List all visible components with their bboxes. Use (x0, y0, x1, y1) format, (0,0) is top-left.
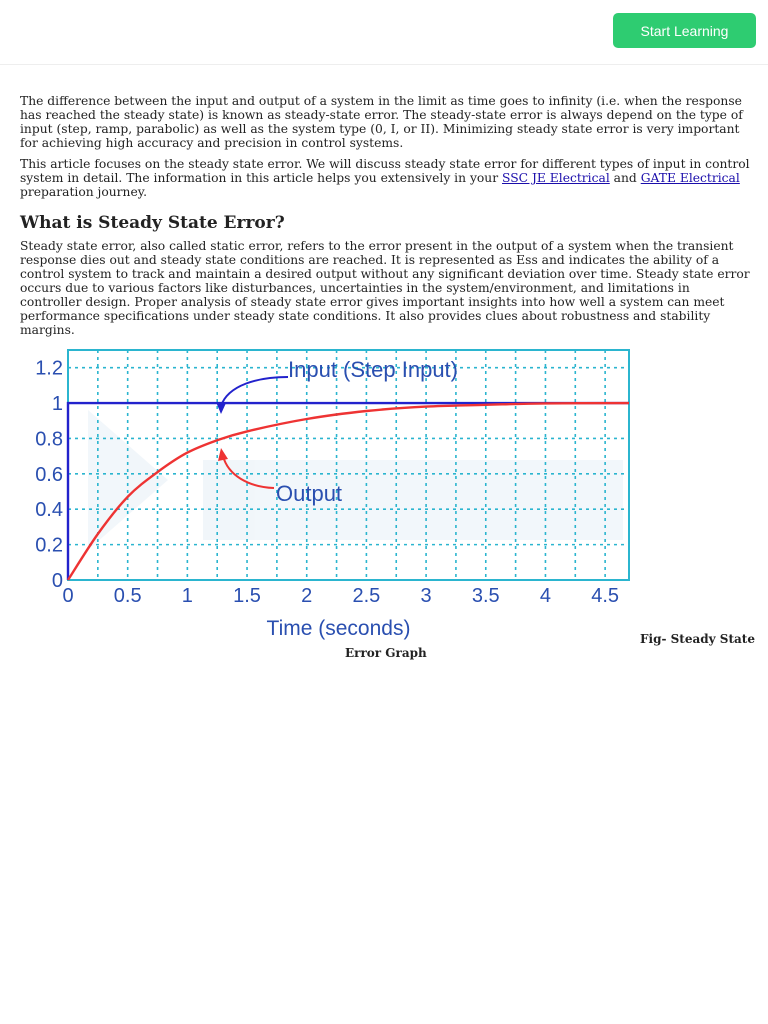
gate-electrical-link[interactable]: GATE Electrical (640, 171, 740, 185)
output-arrowhead (218, 448, 228, 461)
start-learning-button[interactable]: Start Learning (613, 13, 756, 48)
y-tick-label: 0.4 (35, 499, 63, 522)
top-bar (0, 0, 768, 65)
focus-text-before: This article focuses on the steady state error. We will discuss steady state error for different types of input in control system in detail. The information in this article helps you extensively in your (20, 157, 750, 185)
y-tick-label: 0 (51, 570, 63, 592)
x-tick-label: 1 (181, 585, 193, 607)
y-tick-label: 1 (51, 393, 63, 416)
definition-paragraph: Steady state error, also called static error, refers to the error present in the output of a system when the transient response dies out and steady state conditions are reached. It is represented as Ess and indicates the ability of a control system to track and maintain a desired output without any significant deviation over time. Steady state error occurs due to various factors like disturbances, uncertainties in the system/environment, and limitations in controller design. Proper analysis of steady state error gives important insights into how well a system can meet performance specifications under steady state conditions. It also provides clues about robustness and stability margins. (20, 239, 750, 337)
focus-paragraph (20, 157, 750, 199)
x-tick-label: 2.5 (352, 585, 381, 607)
y-tick-label: 0.2 (35, 534, 63, 557)
figure-caption-part1: Fig- Steady State (640, 632, 755, 646)
y-tick-label: 1.2 (35, 357, 63, 380)
x-tick-label: 4 (539, 585, 552, 607)
x-tick-label: 0.5 (113, 585, 142, 607)
x-tick-label: 0 (62, 585, 74, 607)
x-axis-label: Time (seconds) (266, 617, 411, 640)
x-tick-label: 4.5 (591, 585, 620, 607)
input-annotation: Input (Step Input) (288, 357, 458, 382)
ssc-je-electrical-link[interactable]: SSC JE Electrical (502, 171, 610, 185)
x-tick-label: 3.5 (471, 585, 500, 607)
x-tick-label: 2 (301, 585, 313, 607)
steady-state-chart (18, 340, 638, 640)
article-body (20, 94, 750, 344)
watermark-logo (88, 410, 623, 550)
output-annotation: Output (276, 481, 343, 506)
input-arrow (221, 377, 288, 406)
y-tick-label: 0.8 (35, 428, 63, 451)
x-tick-label: 1.5 (233, 585, 261, 607)
focus-text-after: preparation journey. (20, 185, 147, 199)
y-tick-label: 0.6 (35, 463, 63, 486)
section-heading: What is Steady State Error? (20, 213, 285, 233)
figure-caption-part2: Error Graph (345, 646, 427, 660)
x-tick-label: 3 (420, 585, 432, 607)
focus-text-and: and (609, 171, 641, 185)
intro-paragraph: The difference between the input and output of a system in the limit as time goes to infinity (i.e. when the response has reached the steady state) is known as steady-state error. The steady-state error is always depend on the type of input (step, ramp, parabolic) as well as the system type (0, I, or II). Minimizing steady state error is very important for achieving high accuracy and precision in control systems. (20, 94, 743, 150)
steady-state-figure (18, 340, 638, 640)
